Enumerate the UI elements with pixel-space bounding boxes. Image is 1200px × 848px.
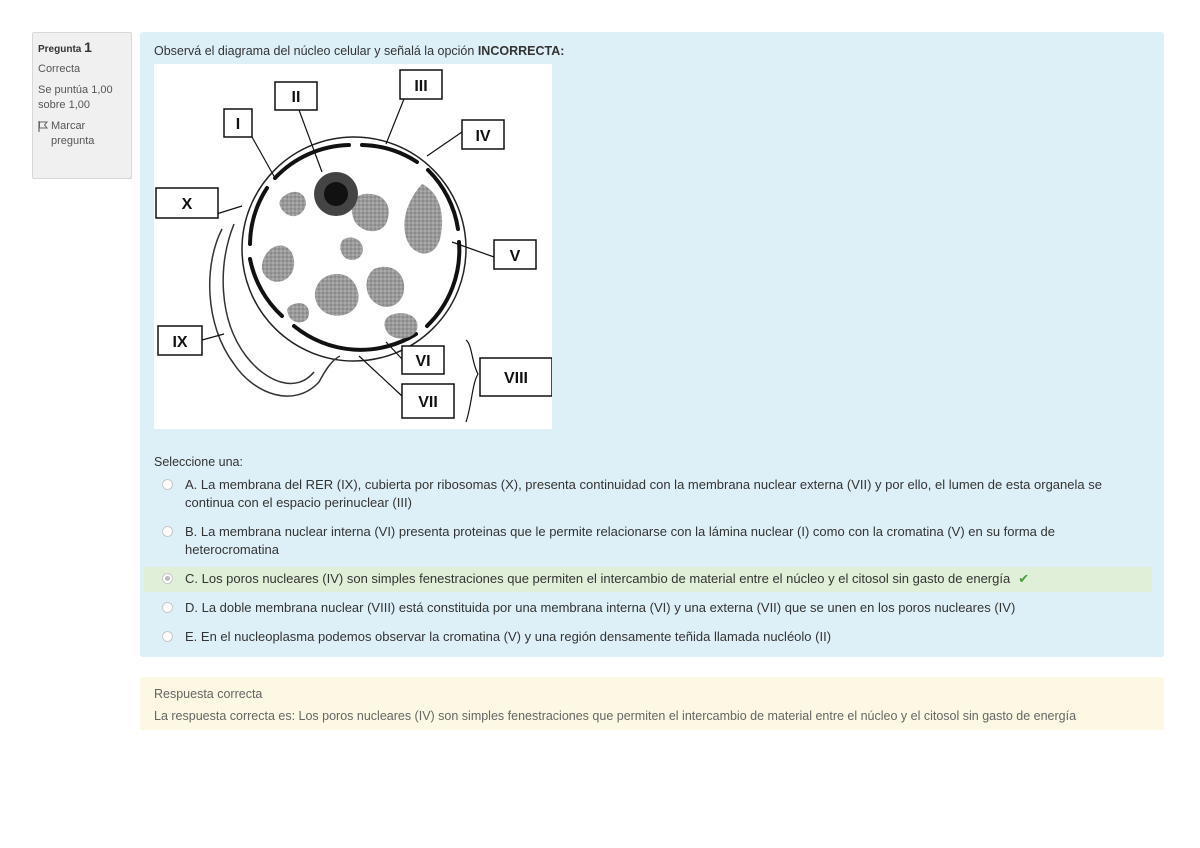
answer-option-c[interactable] — [144, 567, 1152, 592]
label-I: I — [235, 116, 241, 133]
feedback-title: Respuesta correcta — [154, 687, 263, 701]
question-content — [140, 32, 1164, 657]
answer-radio-e[interactable] — [162, 631, 173, 642]
question-number — [38, 39, 126, 55]
answer-option-d[interactable] — [144, 596, 1152, 621]
answer-text-d: D. La doble membrana nuclear (VIII) está constituida por una membrana interna (VI) y una externa (VII) que se unen en los poros nucleares (IV) — [185, 600, 1016, 615]
answer-text-e: E. En el nucleoplasma podemos observar la cromatina (V) y una región densamente teñida llamada nucléolo (II) — [185, 629, 832, 644]
label-II: II — [291, 89, 301, 106]
question-info-panel — [32, 32, 132, 179]
answer-text-b: B. La membrana nuclear interna (VI) presenta proteinas que le permite relacionarse con la lámina nuclear (I) como con la cromatina (V) en su forma de heterocromatina — [185, 524, 1055, 557]
answer-text-c-content: C. Los poros nucleares (IV) son simples fenestraciones que permiten el intercambio de material entre el núcleo y el citosol sin gasto de energía — [185, 571, 1011, 586]
feedback-panel — [140, 677, 1164, 730]
label-VIII: VIII — [503, 370, 529, 387]
question-text-prefix: Observá el diagrama del núcleo celular y señalá la opción — [154, 44, 478, 58]
answer-radio-d[interactable] — [162, 602, 173, 613]
label-IX: IX — [172, 334, 188, 351]
question-status: Correcta — [38, 63, 81, 75]
flag-question-button[interactable] — [38, 119, 126, 149]
nucleus-diagram — [154, 64, 552, 429]
answer-radio-a[interactable] — [162, 479, 173, 490]
answer-option-b[interactable] — [144, 520, 1152, 563]
answer-radio-c[interactable] — [162, 573, 173, 584]
score-line-2: sobre 1,00 — [38, 99, 90, 111]
flag-label-1: Marcar — [51, 120, 86, 132]
flag-icon — [38, 121, 48, 132]
question-text-emphasis: INCORRECTA: — [477, 44, 565, 58]
label-III: III — [414, 78, 428, 95]
label-X: X — [181, 196, 193, 213]
answer-list — [144, 473, 1152, 650]
label-VII: VII — [418, 394, 438, 411]
answer-text-a: A. La membrana del RER (IX), cubierta por ribosomas (X), presenta continuidad con la membrana nuclear externa (VII) y por ello, el lumen de esta organela se continua con el espacio perinuclear (III) — [185, 477, 1102, 510]
answer-prompt: Seleccione una: — [154, 455, 243, 469]
answer-option-e[interactable] — [144, 625, 1152, 650]
answer-text-c — [185, 570, 1144, 588]
question-label: Pregunta — [38, 44, 82, 55]
question-text — [154, 43, 1152, 59]
score-line-1: Se puntúa 1,00 — [38, 84, 113, 96]
check-icon: ✔ — [1018, 571, 1030, 586]
answer-option-a[interactable] — [144, 473, 1152, 516]
question-score — [38, 83, 126, 113]
answer-radio-b[interactable] — [162, 526, 173, 537]
label-VI: VI — [415, 353, 431, 370]
label-IV: IV — [475, 128, 491, 145]
question-number-value: 1 — [84, 39, 92, 55]
flag-label-2: pregunta — [51, 135, 95, 147]
label-V: V — [509, 248, 521, 265]
feedback-answer: La respuesta correcta es: Los poros nucleares (IV) son simples fenestraciones que permiten el intercambio de material entre el núcleo y el citosol sin gasto de energía — [154, 709, 1077, 723]
